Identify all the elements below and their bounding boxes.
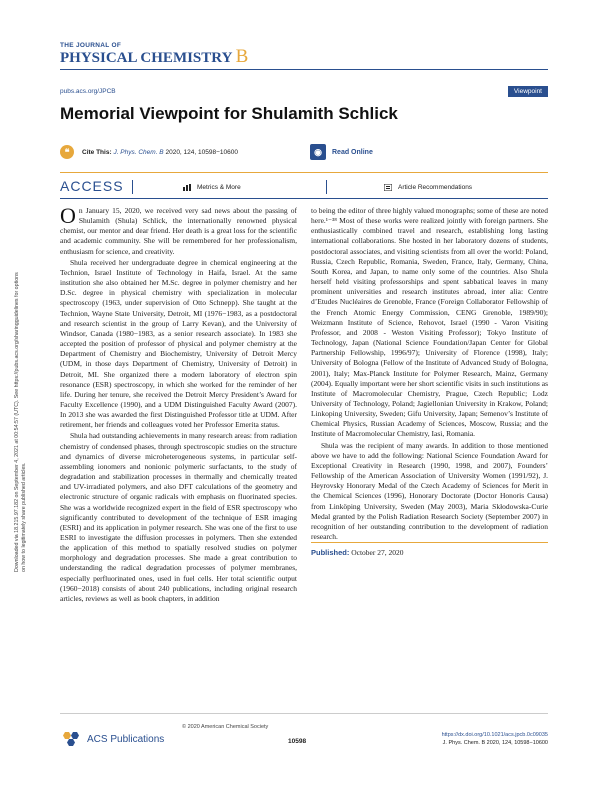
- paragraph: to being the editor of three highly valued monographs; some of these are noted here.¹⁻³⁸ Most of these works were realized jointly with foreign partners. She enthusiastically combined travel and research, establishing long lasting international collaborations. She hosted in her laboratory dozens of students, postdoctoral associates, and visiting scientists from all over the world: Poland, Russia, Czech Republic, Romania, Sweden, France, Italy, Germany, China, South Korea, and Japan, to name only some of the countries. Also Shula herself held visiting professorships and spent sabbatical leaves in many prominent universities and research institutes abroad, inter alia: Centre d’Etudes Nucléaires de Grenoble, France (Foreign Collaborator Fellowship of the French Atomic Energy Commission, CENG Grenoble, 1989/90); Weizmann Institute of Science, Rehovot, Israel (1990 - Varon Visiting Professor, and 2008 - Weston Visiting Professor); Tokyo Institute of Technology, Japan (National Science Foundation/Japan Center for Global Partnership Fellowship, 1996/97); University of Florence (1998), Italy; University of Bologna (Fellow of the Institute of Advanced Study of Bologna, 2001), Italy; Max-Planck Institute for Polymer Research, Mainz, Germany (2004). Equally important were her short scientific visits in such institutions as Institute of Macromolecular Chemistry, Prague, Czech Republic; Lodz University of Technology, Poland; Jagiellonian University in Krakow, Poland; Linkoping University, Sweden; Gifu University, Japan; Semenov’s Institute of Chemical Physics, Russian Academy of Sciences, Moscow, Russia; and the Institute of Macromolecular Chemistry, Iasi, Romania.: [311, 206, 548, 439]
- read-online-label: Read Online: [332, 148, 373, 156]
- acs-hexagon-icon: [60, 731, 82, 747]
- quote-icon: ❝: [60, 145, 74, 159]
- doi-link[interactable]: https://dx.doi.org/10.1021/acs.jpcb.0c09035: [441, 732, 548, 738]
- download-notice: Downloaded via 18.215.97.182 on September 4, 2021 at 00:54:57 (UTC). See https://pubs.acs.org/sharingguidelines for options on how to legitimately share published articles.: [14, 272, 27, 572]
- published-date: Published: October 27, 2020: [311, 548, 404, 557]
- bar-chart-icon: [183, 184, 191, 191]
- body-column-left: [60, 203, 297, 604]
- article-recommendations-button[interactable]: [384, 184, 472, 191]
- body-column-right: [311, 206, 548, 542]
- cite-this[interactable]: [60, 145, 238, 159]
- footer-citation: J. Phys. Chem. B 2020, 124, 10598−10600: [442, 740, 548, 746]
- paragraph: On January 15, 2020, we received very sad news about the passing of Shulamith (Shula) Schlick, the internationally renowned physical chemist, our mentor and dear friend. Her death is a great loss for the scientific and academic community. She will be remembered for her professionalism, enthusiasm for science, and creativity.: [60, 203, 297, 256]
- article-list-icon: [384, 184, 392, 191]
- metrics-more-button[interactable]: [183, 184, 241, 191]
- doi-block: [442, 731, 548, 747]
- journal-logo-line2: PHYSICAL CHEMISTRY B: [60, 46, 249, 67]
- metrics-more-label: Metrics & More: [197, 184, 241, 191]
- citation-text: Cite This: J. Phys. Chem. B 2020, 124, 10598−10600: [82, 148, 238, 156]
- journal-logo: [60, 42, 248, 66]
- toolbar-separator: [132, 180, 133, 194]
- paragraph: Shula received her undergraduate degree in chemical engineering at the Technion, Israel Institute of Technology in Haifa, Israel. At the same institution she also obtained her M.Sc. degree in polymer chemistry and her D.Sc. degree in physical chemistry with specialization in molecular spectroscopy (1963, under supervision of Otto Schnepp). She taught at the Technion, Wayne State University, Detroit, MI (1976−1983, as a postdoctoral and research scientist in the group of Larry Kevan), and the University of Windsor, Canada (1980−1983, as a senior research associate). In 1983 she accepted the position of professor of physical and polymer chemistry at the Department of Chemistry and Biochemistry, University of Detroit Mercy (UDM, in those days Department of Chemistry, University of Detroit) in Detroit, MI. She organized there a modern laboratory of electron spin resonance (ESR) spectroscopy, in which she worked for the reminder of her life. During her tenure, she received the Detroit Mercy President’s Award for Faculty Excellence (1990), and a UDM Distinguished Faculty Award (2007). In 2013 she was awarded the first Distinguished Professor title at UDM. After retirement, her friends and colleagues voted her Professor Emerita status.: [60, 257, 297, 430]
- journal-logo-letter: B: [235, 46, 249, 67]
- article-title: Memorial Viewpoint for Shulamith Schlick: [60, 104, 398, 123]
- drop-cap: O: [60, 203, 76, 228]
- article-recommendations-label: Article Recommendations: [398, 184, 473, 191]
- paragraph: Shula was the recipient of many awards. In addition to those mentioned above we have to add the following: National Science Foundation Award for Exceptional Creativity in Research (1990, 1998, and 2007), Founders’ Fellowship of the American Association of University Women (1991/92), J. Heyrovsky Honorary Medal of the Czech Academy of Sciences for Merit in the Chemical Sciences (1996), Honorary Doctorate (Doctor Honoris Causa) from Linköping University, Sweden (May 2003), Maria Skłodowska-Curie Medal granted by the Polish Radiation Research Society (September 2007) in recognition of her outstanding contribution to the development of radiation research.: [311, 440, 548, 541]
- published-divider: [311, 542, 548, 543]
- toolbar-separator: [326, 180, 327, 194]
- copyright: © 2020 American Chemical Society: [182, 724, 269, 730]
- acs-publications-logo[interactable]: [60, 731, 164, 747]
- read-online-button[interactable]: [310, 144, 373, 160]
- read-online-icon: ◉: [310, 144, 326, 160]
- journal-logo-line1: THE JOURNAL OF: [60, 42, 122, 49]
- article-type-badge: Viewpoint: [508, 86, 548, 97]
- header-rule: [60, 69, 548, 70]
- paragraph: Shula had outstanding achievements in many research areas: from radiation chemistry of condensed phases, through spectroscopic studies on the structure and dynamics of diverse microheterogeneous systems, in particular self-assembling ionomers and nonionic polymeric surfactants, to the study of degradation and stabilization processes in thermally and chemically treated and UV-irradiated polymers, and also DFT calculations of the geometry and electronic structure of organic radicals with emphasis on fluorinated species. She was a worldwide recognized expert in the field of ESR spectroscopy who significantly contributed to development of the technique of ESR imaging (ESRI) and its application in polymer research. She was one of the first to use ESRI to investigate the diffusion processes in polymers. Then she extended the application of this method to spatially resolved studies on polymer morphology and degradation processes. She made a great contribution to understanding the radical degradation processes of polymer membranes, especially perfluorinated ones, used in fuel cells. Her total scientific output (1960−2018) consists of about 240 publications, including original research articles, reviews as well as book chapters, in addition: [60, 431, 297, 603]
- access-label: ACCESS: [60, 178, 124, 194]
- cite-divider: [60, 172, 548, 173]
- publisher-name: ACS Publications: [87, 733, 165, 745]
- page-number: 10598: [288, 738, 307, 745]
- access-divider: [60, 198, 548, 199]
- journal-url-link[interactable]: pubs.acs.org/JPCB: [60, 88, 116, 95]
- footer-divider: [60, 713, 548, 714]
